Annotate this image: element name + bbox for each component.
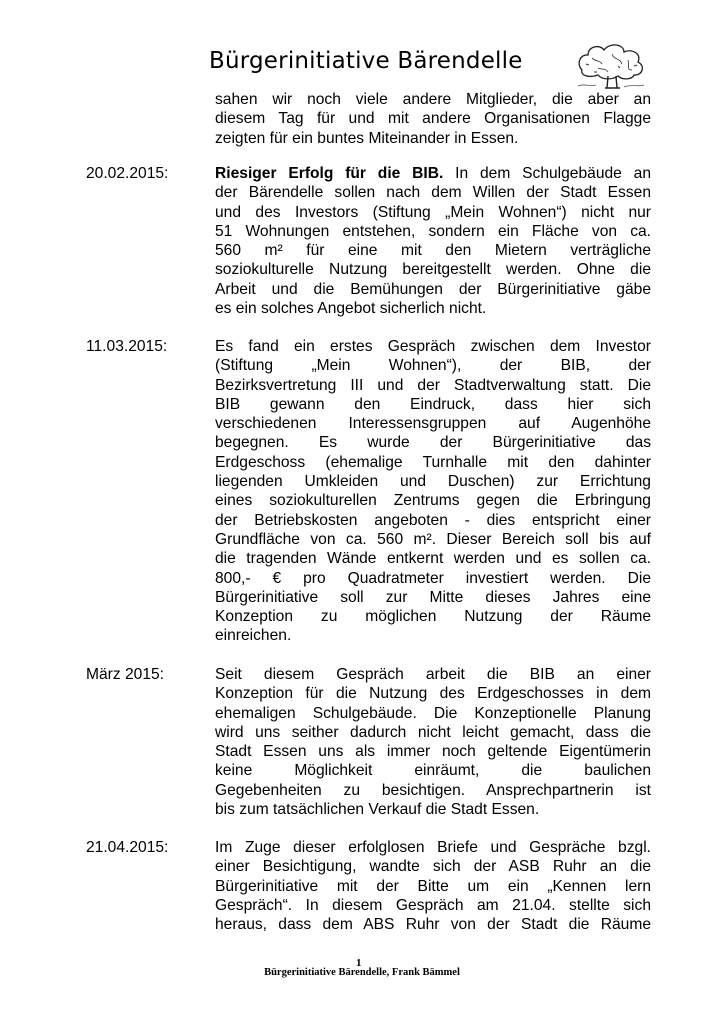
entry-body	[215, 838, 651, 934]
text-line: Konzeption zu möglichen Nutzung der Räume	[215, 608, 651, 626]
entry-date: 21.04.2015:	[86, 839, 169, 856]
entry-headline: Riesiger Erfolg für die BIB.	[215, 165, 444, 182]
text-line: begegnen. Es wurde der Bürgerinitiative das	[215, 434, 651, 452]
text-line: Arbeit und die Bemühungen der Bürgerinitiative gäbe	[215, 280, 651, 298]
continuation-paragraph	[215, 90, 651, 148]
entry-date: 11.03.2015:	[86, 338, 168, 355]
text-line: Bezirksvertretung III und der Stadtverwaltung statt. Die	[215, 376, 651, 394]
text-line: der Betriebskosten angeboten - dies entspricht einer	[215, 511, 651, 529]
text-line: Bürgerinitiative soll zur Mitte dieses Jahres eine	[215, 588, 651, 606]
text-line: Seit diesem Gespräch arbeit die BIB an einer	[215, 666, 651, 683]
text-line: diesem Tag für und mit andere Organisationen Flagge	[215, 110, 651, 128]
text-line: eines soziokulturellen Zentrums gegen die Erbringung	[215, 492, 651, 510]
entry-body	[215, 337, 651, 646]
text-line: bis zum tatsächlichen Verkauf die Stadt Essen.	[215, 801, 540, 819]
text-line: wird uns seither dadurch nicht leicht gemacht, dass die	[215, 723, 651, 741]
text-line: keine Möglichkeit einräumt, die baulichen	[215, 762, 651, 780]
text-line: Stadt Essen uns als immer noch geltende Eigentümerin	[215, 743, 651, 761]
text-line: und des Investors (Stiftung „Mein Wohnen“) nicht nur	[215, 203, 651, 221]
text-line: sahen wir noch viele andere Mitglieder, die aber an	[215, 91, 651, 108]
text-line: 560 m² für eine mit den Mietern verträgliche	[215, 242, 651, 260]
entry-body	[215, 665, 651, 819]
text-fragment: In dem Schulgebäude an	[443, 165, 651, 182]
text-line: Gespräch“. In diesem Gespräch am 21.04. stellte sich	[215, 896, 651, 914]
text-line: einreichen.	[215, 627, 292, 645]
page-footer: Bürgerinitiative Bärendelle, Frank Bämmel	[264, 967, 460, 978]
text-line: Konzeption für die Nutzung des Erdgeschosses in dem	[215, 685, 651, 703]
text-line: einer Besichtigung, wandte sich der ASB Ruhr an die	[215, 858, 651, 876]
tree-logo-icon	[572, 40, 650, 92]
entry-date: 20.02.2015:	[86, 165, 169, 182]
text-line: zeigten für ein buntes Miteinander in Essen.	[215, 129, 519, 147]
text-line: heraus, dass dem ABS Ruhr von der Stadt die Räume	[215, 916, 651, 934]
text-line: Gegebenheiten zu besichtigen. Ansprechpartnerin ist	[215, 781, 651, 799]
text-line: 800,- € pro Quadratmeter investiert werden. Die	[215, 569, 651, 587]
text-line: Im Zuge dieser erfolglosen Briefe und Gespräche bzgl.	[215, 839, 651, 856]
page-header-title: Bürgerinitiative Bärendelle	[209, 48, 523, 74]
text-line: es ein solches Angebot sicherlich nicht.	[215, 300, 487, 318]
text-line: die tragenden Wände entkernt werden und es sollen ca.	[215, 550, 651, 568]
text-line: soziokulturelle Nutzung bereitgestellt werden. Ohne die	[215, 261, 651, 279]
text-line: 51 Wohnungen entstehen, sondern ein Fläche von ca.	[215, 222, 651, 240]
text-line: Grundfläche von ca. 560 m². Dieser Bereich soll bis auf	[215, 530, 651, 548]
text-line: der Bärendelle sollen nach dem Willen der Stadt Essen	[215, 184, 651, 202]
text-line: liegenden Umkleiden und Duschen) zur Errichtung	[215, 473, 651, 491]
text-line: ehemaligen Schulgebäude. Die Konzeptionelle Planung	[215, 704, 651, 722]
text-line	[215, 164, 651, 183]
text-line: BIB gewann den Eindruck, dass hier sich	[215, 395, 651, 413]
page-number: 1	[356, 957, 362, 969]
text-line: (Stiftung „Mein Wohnen“), der BIB, der	[215, 357, 651, 375]
entry-date: März 2015:	[86, 666, 165, 683]
entry-body	[215, 164, 651, 318]
text-line: Erdgeschoss (ehemalige Turnhalle mit den dahinter	[215, 453, 651, 471]
text-line: verschiedenen Interessensgruppen auf Augenhöhe	[215, 415, 651, 433]
text-line: Es fand ein erstes Gespräch zwischen dem Investor	[215, 338, 651, 355]
text-line: Bürgerinitiative mit der Bitte um ein „Kennen lern	[215, 877, 651, 895]
